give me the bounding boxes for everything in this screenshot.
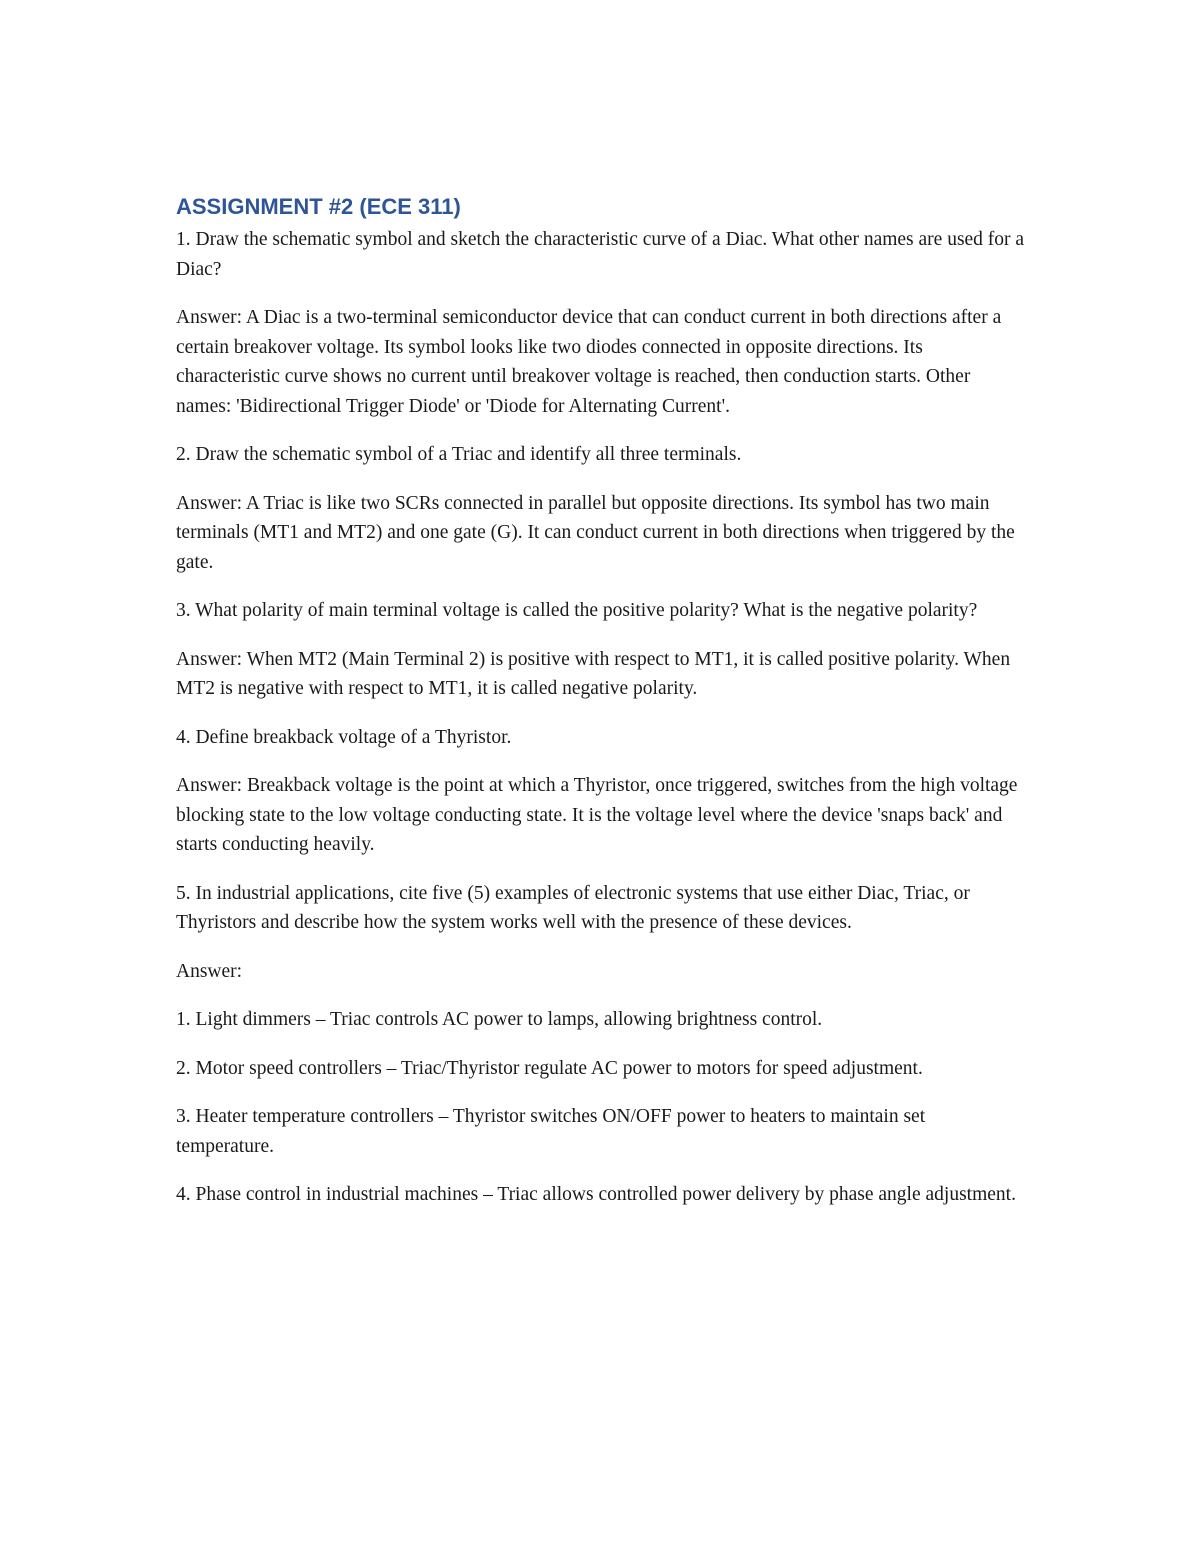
answer-list-item: 2. Motor speed controllers – Triac/Thyristor regulate AC power to motors for speed adjustment. <box>176 1057 923 1079</box>
answer-5-heading: Answer: <box>176 960 243 982</box>
question-2: 2. Draw the schematic symbol of a Triac and identify all three terminals. <box>176 444 742 465</box>
answer-3: Answer: When MT2 (Main Terminal 2) is positive with respect to MT1, it is called positive polarity. When MT2 is negative with respect to MT1, it is called negative polarity. <box>176 648 1011 699</box>
answer-1: Answer: A Diac is a two-terminal semiconductor device that can conduct current in both directions after a certain breakover voltage. Its symbol looks like two diodes connected in opposite directions. Its characteristic curve shows no current until breakover voltage is reached, then conduction starts. Other names: 'Bidirectional Trigger Diode' or 'Diode for Alternating Current'. <box>176 307 1002 417</box>
document-body <box>176 193 1026 1229</box>
question-4: 4. Define breakback voltage of a Thyristor. <box>176 726 512 748</box>
answer-4: Answer: Breakback voltage is the point at which a Thyristor, once triggered, switches from the high voltage blocking state to the low voltage conducting state. It is the voltage level where the device 'snaps back' and starts conducting heavily. <box>176 775 1018 855</box>
document-title: ASSIGNMENT #2 (ECE 311) <box>176 194 461 219</box>
answer-2: Answer: A Triac is like two SCRs connected in parallel but opposite directions. Its symbol has two main terminals (MT1 and MT2) and one gate (G). It can conduct current in both directions when triggered by the gate. <box>176 492 1015 573</box>
question-1: 1. Draw the schematic symbol and sketch the characteristic curve of a Diac. What other names are used for a Diac? <box>176 229 1025 280</box>
question-5: 5. In industrial applications, cite five (5) examples of electronic systems that use either Diac, Triac, or Thyristors and describe how the system works well with the presence of these devices. <box>176 882 970 933</box>
answer-list-item: 3. Heater temperature controllers – Thyristor switches ON/OFF power to heaters to maintain set temperature. <box>176 1106 926 1157</box>
answer-list-item: 4. Phase control in industrial machines – Triac allows controlled power delivery by phase angle adjustment. <box>176 1184 1016 1205</box>
question-3: 3. What polarity of main terminal voltage is called the positive polarity? What is the negative polarity? <box>176 600 978 621</box>
answer-list-item: 1. Light dimmers – Triac controls AC power to lamps, allowing brightness control. <box>176 1009 823 1030</box>
